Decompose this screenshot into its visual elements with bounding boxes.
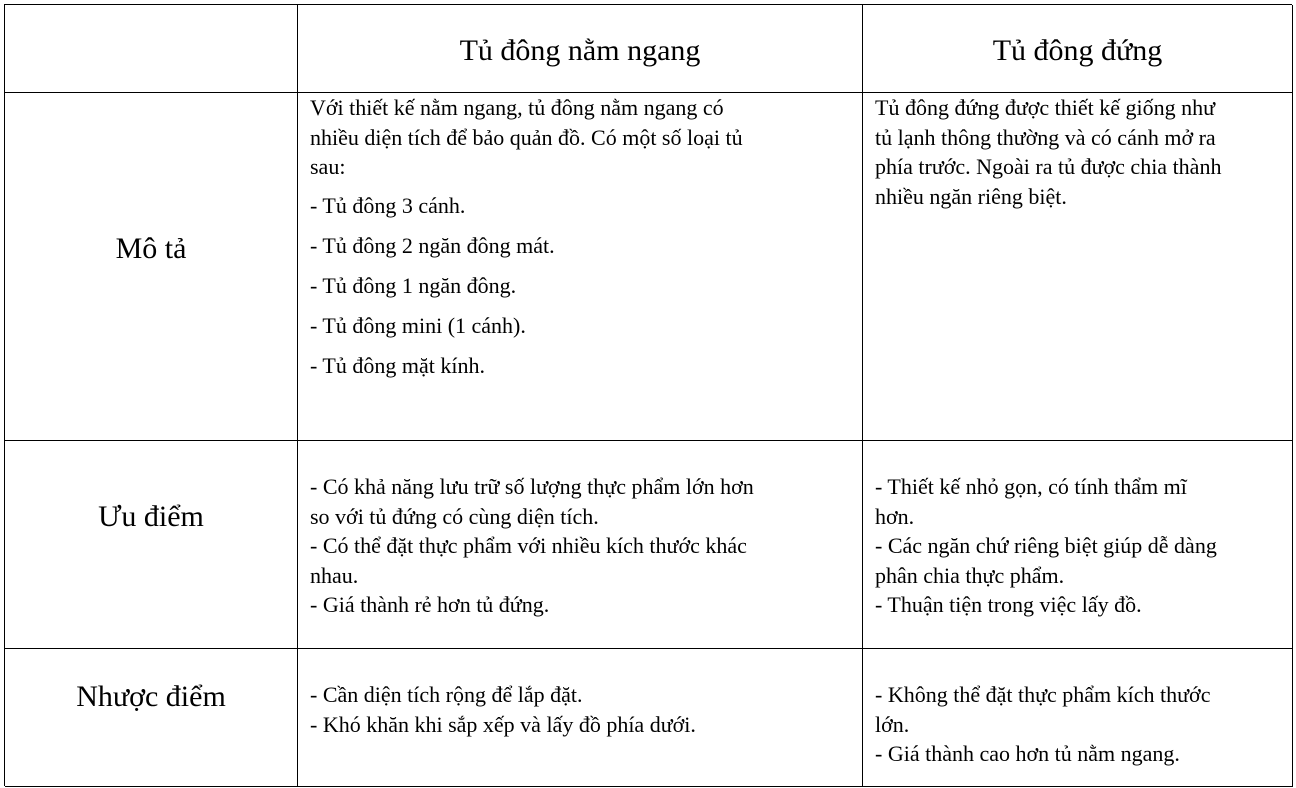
- text-line: - Cần diện tích rộng để lắp đặt.: [310, 682, 583, 707]
- text-line: Với thiết kế nằm ngang, tủ đông nằm ngang có: [310, 95, 724, 120]
- header-horizontal-freezer: Tủ đông nằm ngang: [459, 34, 701, 67]
- disadvantages-upright-text: [875, 680, 1284, 769]
- header-upright-freezer-cell: [863, 5, 1293, 93]
- header-horizontal-freezer-cell: [298, 5, 863, 93]
- list-item: - Tủ đông mini (1 cánh).: [310, 312, 526, 338]
- text-line: - Có thể đặt thực phẩm với nhiều kích thước khác: [310, 533, 747, 558]
- list-item: - Tủ đông 3 cánh.: [310, 192, 466, 218]
- text-line: sau:: [310, 154, 346, 179]
- description-upright-text: [875, 93, 1284, 211]
- text-line: Tủ đông đứng được thiết kế giống như: [875, 95, 1216, 120]
- disadvantages-horizontal-cell: [298, 649, 863, 787]
- text-line: - Có khả năng lưu trữ số lượng thực phẩm lớn hơn: [310, 474, 754, 499]
- text-line: - Thiết kế nhỏ gọn, có tính thẩm mĩ: [875, 474, 1187, 499]
- text-line: - Không thể đặt thực phẩm kích thước: [875, 682, 1211, 707]
- text-line: lớn.: [875, 711, 910, 737]
- description-horizontal-cell: [298, 93, 863, 441]
- text-line: so với tủ đứng có cùng diện tích.: [310, 503, 599, 529]
- text-line: - Các ngăn chứ riêng biệt giúp dễ dàng: [875, 533, 1217, 558]
- advantages-horizontal-cell: [298, 441, 863, 649]
- text-line: phân chia thực phẩm.: [875, 562, 1065, 588]
- text-line: tủ lạnh thông thường và có cánh mở ra: [875, 124, 1216, 150]
- text-line: - Thuận tiện trong việc lấy đồ.: [875, 592, 1142, 617]
- disadvantages-horizontal-text: [310, 680, 854, 739]
- text-line: nhiều diện tích để bảo quản đồ. Có một số loại tủ: [310, 124, 743, 150]
- advantages-upright-cell: [863, 441, 1293, 649]
- description-horizontal-text: [310, 93, 854, 380]
- row-label-advantages: Ưu điểm: [98, 500, 204, 533]
- list-item: - Tủ đông mặt kính.: [310, 352, 485, 378]
- text-line: - Khó khăn khi sắp xếp và lấy đồ phía dưới.: [310, 711, 696, 737]
- text-line: - Giá thành cao hơn tủ nằm ngang.: [875, 741, 1180, 766]
- text-line: nhau.: [310, 562, 359, 588]
- list-item: - Tủ đông 1 ngăn đông.: [310, 272, 517, 298]
- disadvantages-upright-cell: [863, 649, 1293, 787]
- row-label-disadvantages: Nhược điểm: [76, 680, 226, 713]
- header-upright-freezer: Tủ đông đứng: [992, 34, 1163, 67]
- advantages-horizontal-text: [310, 472, 854, 620]
- text-line: - Giá thành rẻ hơn tủ đứng.: [310, 592, 550, 617]
- row-label-description: Mô tả: [115, 232, 187, 265]
- row-label-advantages-cell: [5, 441, 298, 649]
- list-item: - Tủ đông 2 ngăn đông mát.: [310, 232, 555, 258]
- text-line: phía trước. Ngoài ra tủ được chia thành: [875, 154, 1222, 179]
- row-label-disadvantages-cell: [5, 649, 298, 787]
- row-label-description-cell: [5, 93, 298, 441]
- comparison-table: [4, 4, 1292, 786]
- advantages-upright-text: [875, 472, 1284, 620]
- description-upright-cell: [863, 93, 1293, 441]
- header-corner-cell: [5, 5, 298, 93]
- text-line: hơn.: [875, 503, 915, 529]
- text-line: nhiều ngăn riêng biệt.: [875, 183, 1067, 209]
